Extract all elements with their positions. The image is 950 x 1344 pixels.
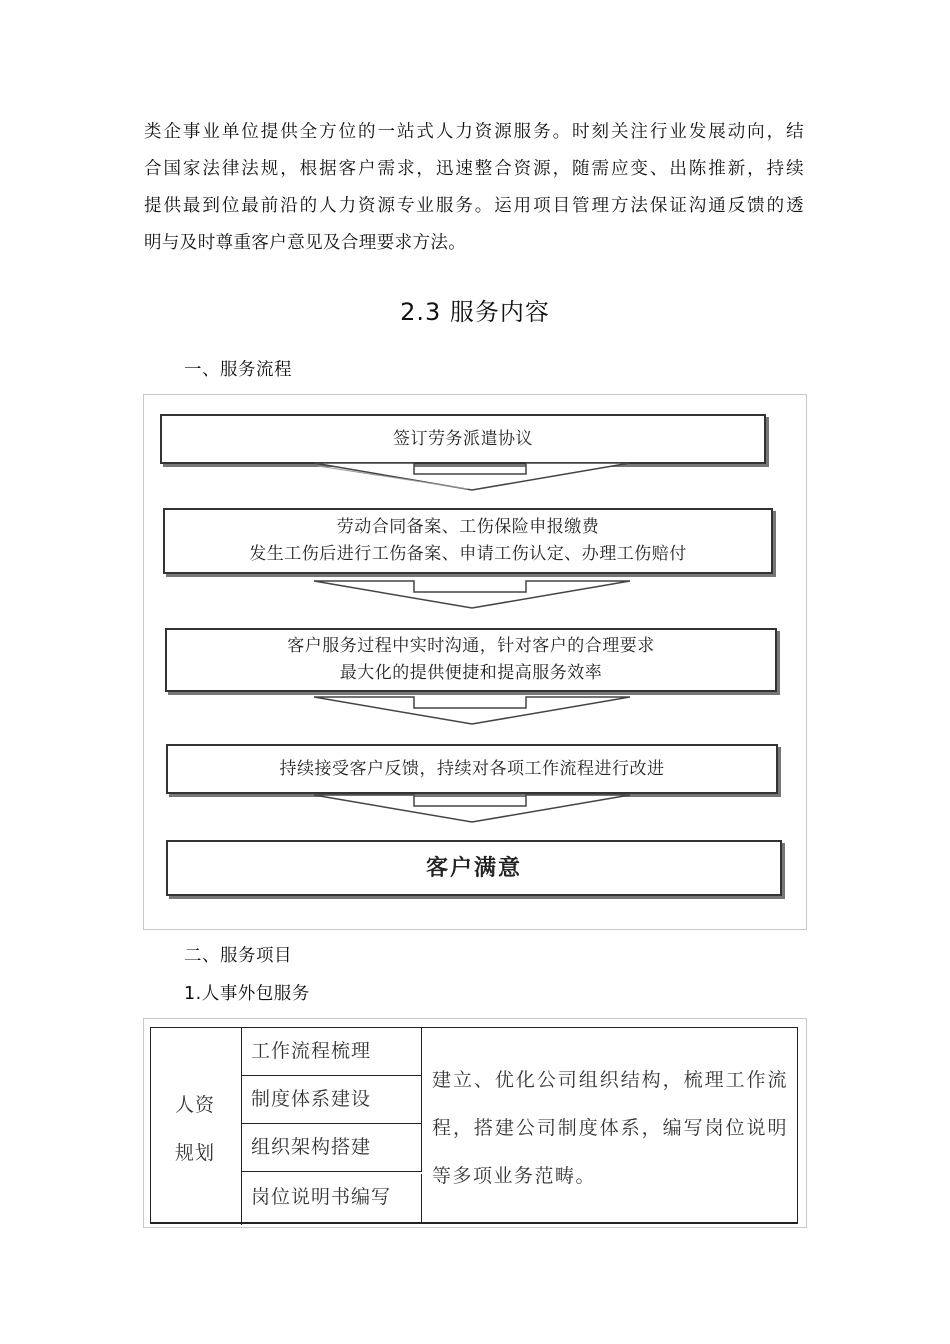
table-item: 制度体系建设 — [242, 1076, 422, 1124]
subsection-service-process: 一、服务流程 — [184, 360, 292, 380]
flow-step-1-text: 签订劳务派遣协议 — [393, 428, 533, 449]
table-category-line1: 人资 — [175, 1094, 216, 1116]
flow-arrow-2 — [312, 580, 632, 610]
flow-step-continuous-improvement — [166, 744, 778, 794]
flow-step-sign-agreement — [160, 414, 766, 464]
flow-arrow-4 — [312, 794, 632, 824]
flow-step-customer-communication — [165, 628, 777, 692]
flow-step-5-text: 客户满意 — [425, 855, 522, 881]
flow-step-3-line1: 客户服务过程中实时沟通，针对客户的合理要求 — [287, 636, 655, 656]
intro-line-4: 明与及时尊重客户意见及合理要求方法。 — [144, 233, 467, 253]
table-category-line2: 规划 — [175, 1142, 216, 1164]
table-item: 组织架构搭建 — [242, 1124, 422, 1172]
intro-line-3: 提供最到位最前沿的人力资源专业服务。运用项目管理方法保证沟通反馈的透 — [144, 196, 804, 216]
flow-step-2-line1: 劳动合同备案、工伤保险申报缴费 — [336, 517, 600, 537]
intro-line-1: 类企事业单位提供全方位的一站式人力资源服务。时刻关注行业发展动向，结 — [144, 122, 804, 142]
flow-step-3-line2: 最大化的提供便捷和提高服务效率 — [339, 663, 603, 683]
table-category-cell — [151, 1028, 242, 1225]
table-description: 建立、优化公司组织结构，梳理工作流程，搭建公司制度体系，编写岗位说明等多项业务范畴。 — [432, 1069, 788, 1187]
flow-arrow-1 — [312, 462, 632, 492]
flow-step-2-line2: 发生工伤后进行工伤备案、申请工伤认定、办理工伤赔付 — [249, 544, 687, 564]
flow-step-4-text: 持续接受客户反馈，持续对各项工作流程进行改进 — [279, 758, 665, 779]
table-item: 岗位说明书编写 — [242, 1174, 422, 1222]
service-table — [150, 1027, 798, 1224]
intro-line-2: 合国家法律法规，根据客户需求，迅速整合资源，随需应变、出陈推新，持续 — [144, 159, 804, 179]
flow-step-customer-satisfaction — [166, 840, 782, 896]
flow-arrow-3 — [312, 696, 632, 726]
table-item: 工作流程梳理 — [242, 1028, 422, 1076]
table-bottom-rule — [150, 1222, 798, 1224]
flow-step-contract-filing — [163, 508, 773, 574]
section-title: 2.3 服务内容 — [400, 298, 550, 326]
subsection-service-items: 二、服务项目 — [184, 946, 292, 966]
subsection-hr-outsourcing: 1.人事外包服务 — [184, 984, 310, 1004]
